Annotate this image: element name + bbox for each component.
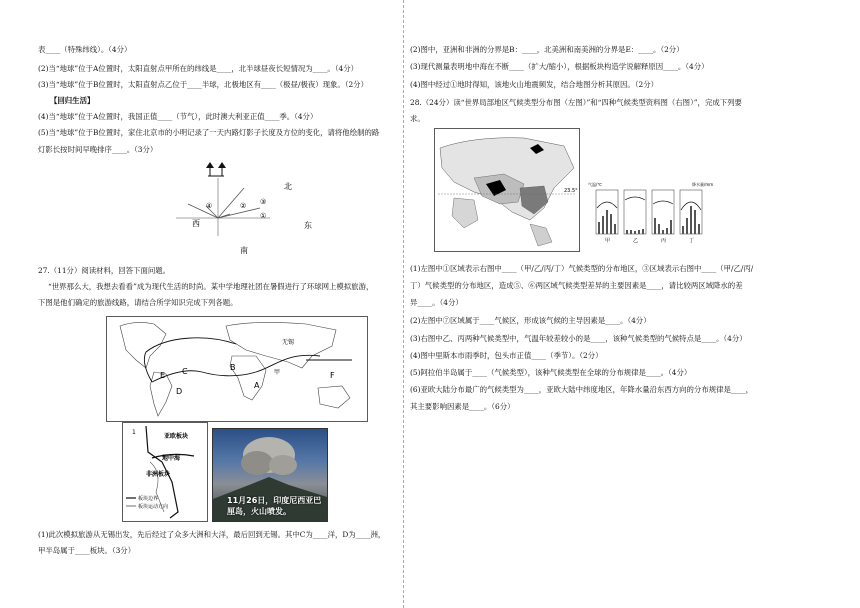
east-label: 东: [304, 221, 312, 230]
panel-ding: 丁: [689, 238, 695, 244]
q28-q2: (2)左图中⑦区域属于____气候区，形成该气候的主导因素是____。（4分）: [410, 316, 651, 325]
label-B: B: [230, 363, 236, 372]
label-F: F: [330, 371, 335, 380]
legend-motion: 板块运动方向: [138, 504, 169, 510]
q28-q1-b: 丁）气候类型的分布地区，造成⑤、⑥两区域气候类型差异的主要因素是____，请比较两区域降水的差: [410, 281, 743, 290]
legend-boundary: 板块边界: [138, 496, 159, 502]
q26-q4: (4)当“地球”位于A位置时，我国正值____（节气），此时澳大利亚正值____季。（4分）: [38, 112, 318, 121]
north-label: 北: [284, 182, 292, 191]
q27-intro-1: “世界那么大，我想去看看”成为现代生活的时尚。某中学地理社团在暑假进行了环球网上模拟旅游，: [48, 282, 374, 291]
q27-q1-a: (1)此次模拟旅游从无锡出发，先后经过了众多大洲和大洋，最后回到无锡。其中C为____洋，D为____洲，: [38, 530, 386, 539]
inset-number: 1: [132, 429, 136, 436]
label-E: E: [160, 371, 166, 380]
q26-q2: (2)当“地球”位于A位置时，太阳直射点甲所在的纬线是____，北半球昼夜长短情况为____。（4分）: [38, 64, 358, 73]
african-plate-label: 非洲板块: [146, 471, 171, 478]
q26-q5-b: 灯影长按时间早晚排序____。（3分）: [38, 145, 158, 154]
q27-q1-b: 甲半岛属于____板块。（3分）: [38, 546, 136, 555]
lamp-shadow-diagram: [148, 156, 312, 255]
q26-line-1: 表____（特殊纬线）。（4分）: [38, 45, 132, 54]
mark-2: ②: [240, 202, 247, 210]
volcano-photo: [212, 428, 328, 522]
street-lamps: [206, 162, 226, 176]
panel-yi: 乙: [633, 238, 639, 244]
q28-header-cont: 求。: [410, 114, 425, 123]
q26-q5-a: (5)当“地球”位于B位置时，家住北京市的小明记录了一天内路灯影子长度及方位的变化，请将他绘制的路: [38, 128, 380, 137]
mark-1: ①: [260, 212, 267, 220]
world-route-map: [106, 316, 368, 422]
label-C: C: [182, 367, 188, 376]
column-divider: [403, 0, 404, 608]
mark-3: ③: [260, 198, 267, 206]
climate-type-charts: [588, 180, 714, 246]
q27-q4: (4)图中经过①地时得知，该地火山地震频发，结合地图分析其原因。（2分）: [410, 80, 658, 89]
q26-q3: (3)当“地球”位于B位置时，太阳直射点乙位于____半球，北极地区有____（极昼/极夜）现象。（2分）: [38, 80, 368, 89]
precip-axis-label: 降水量/mm: [692, 182, 714, 187]
q28-q3: (3)右图中乙、丙两种气候类型中，气温年较差较小的是____，该种气候类型的气候特点是____。（4分）: [410, 334, 747, 343]
label-D: D: [176, 387, 183, 396]
west-label: 西: [192, 219, 200, 228]
south-label: 南: [240, 246, 248, 255]
q28-header: 28.（24分）读“世界局部地区气候类型分布图（左图）”和“四种气候类型资料图（右图）”，完成下列要: [410, 98, 742, 107]
mark-4: ④: [206, 202, 213, 210]
q27-header: 27.（11分）阅读材料，回答下面问题。: [38, 266, 171, 275]
latitude-label: 23.5°: [564, 188, 578, 194]
q28-q5: (5)阿拉伯半岛属于____（气候类型），该种气候类型在全球的分布规律是____。（4分）: [410, 368, 692, 377]
eurasian-plate-label: 亚欧板块: [164, 433, 189, 440]
label-A: A: [254, 381, 260, 390]
q28-q1-c: 异____。（4分）: [410, 298, 463, 307]
plate-inset-map: [122, 422, 208, 522]
med-sea-label: 地中海: [162, 455, 181, 462]
panel-jia: 甲: [605, 238, 611, 244]
section-heading-life: 【回归生活】: [50, 96, 95, 105]
q27-q2: (2)图中，亚洲和非洲的分界是B：____，北美洲和南美洲的分界是E：____。（2分）: [410, 45, 684, 54]
q27-q3: (3)现代测量表明地中海在不断____（扩大/缩小），根据板块构造学说解释原因____。（4分）: [410, 62, 709, 71]
label-jia: 甲: [274, 369, 281, 376]
q28-q6-b: 其主要影响因素是____。（6分）: [410, 402, 515, 411]
climate-distribution-map: [434, 128, 580, 252]
panel-bing: 丙: [661, 238, 667, 244]
photo-caption: 11月26日，印度尼西亚巴厘岛，火山喷发。: [227, 496, 322, 516]
q28-q1-a: (1)左图中①区域表示右图中____（甲/乙/丙/丁）气候类型的分布地区，③区域表示右图中____（甲/乙/丙/: [410, 264, 754, 273]
q28-q6-a: (6)亚欧大陆分布最广的气候类型为____，亚欧大陆中纬度地区，年降水量沿东西方向的分布规律是____，: [410, 385, 754, 394]
wuxi-label: 无锡: [282, 339, 295, 346]
q28-q4: (4)图中里斯本市雨季时，包头市正值____（季节）。（2分）: [410, 351, 603, 360]
q27-intro-2: 下图是他们确定的旅游线路，请结合所学知识完成下列各题。: [38, 298, 238, 307]
temp-axis-label: 气温/℃: [588, 182, 602, 187]
